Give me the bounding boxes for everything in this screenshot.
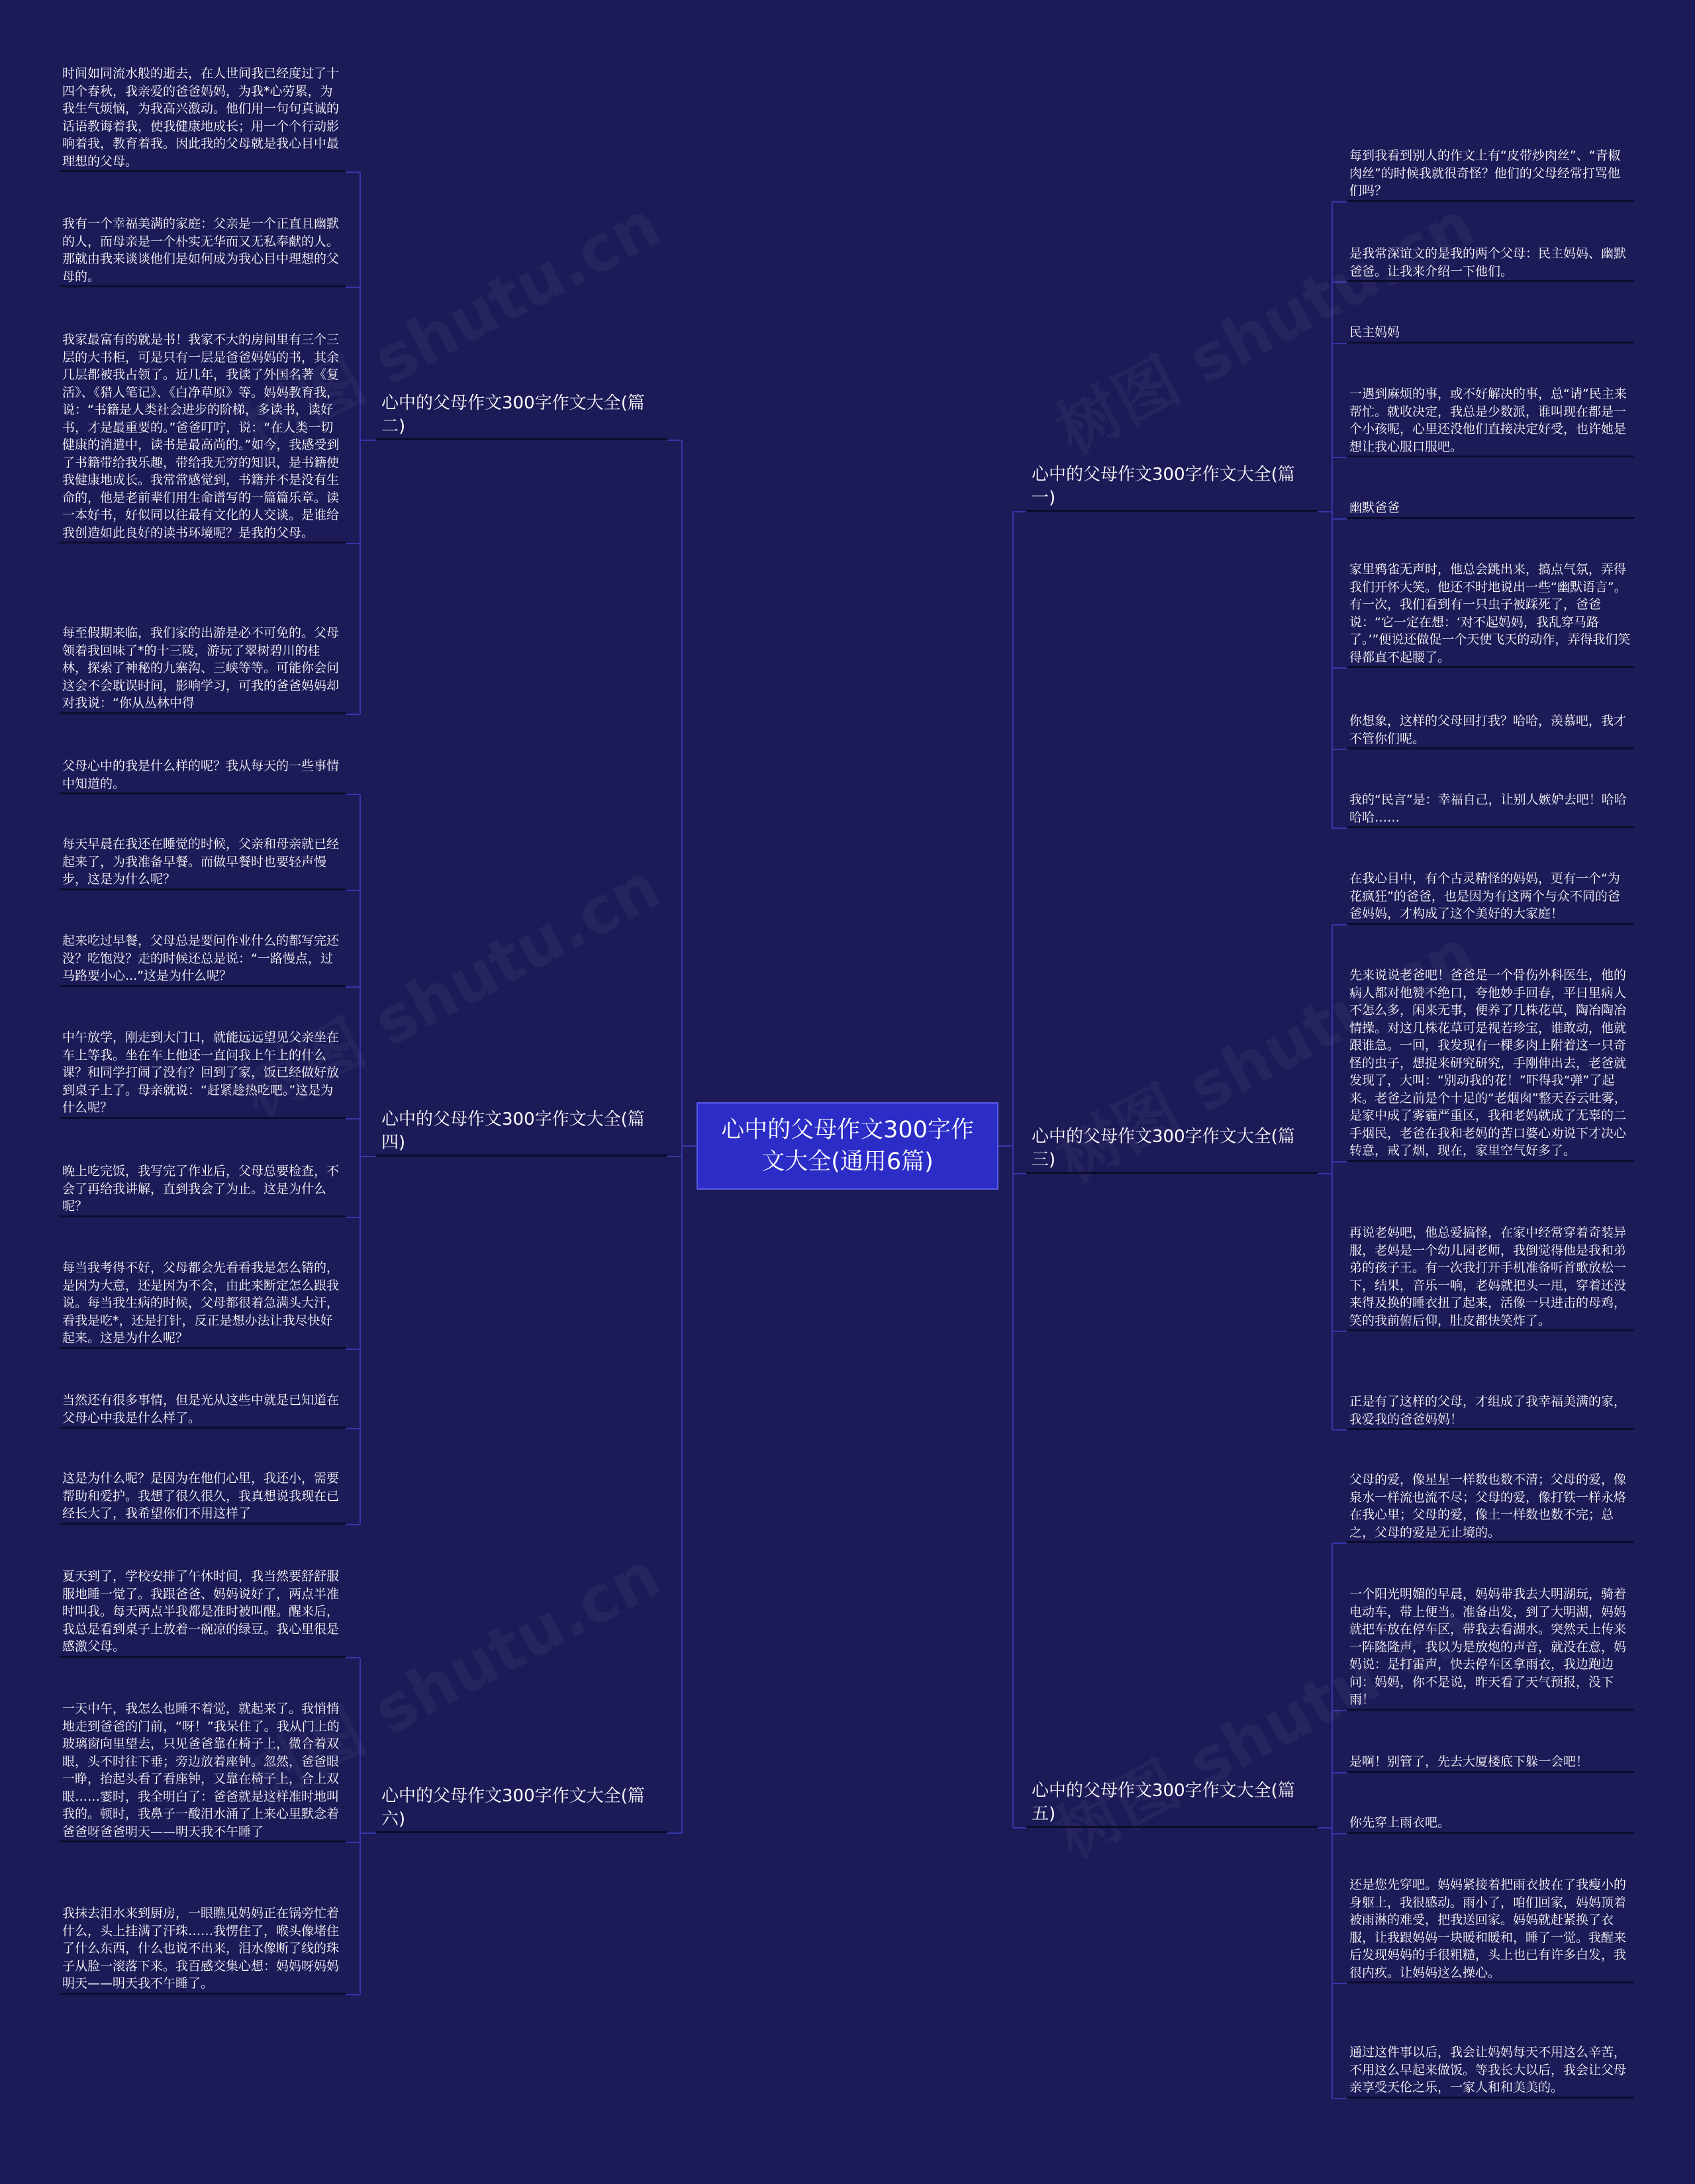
leaf-note[interactable]: 一个阳光明媚的早晨，妈妈带我去大明湖玩，骑着电动车，带上便当。准备出发，到了大明湖，妈妈就把车放在停车区，带我去看湖水。突然天上传来一阵隆隆声，我以为是放炮的声音，就没在意，妈妈说：是打雷声，快去停车区拿雨衣，我边跑边问：妈妈，你不是说，昨天看了天气预报，没下雨！ [1347, 1586, 1634, 1711]
branch-topic-2[interactable]: 心中的父母作文300字作文大全(篇二) [376, 392, 667, 440]
leaf-note[interactable]: 父母心中的我是什么样的呢？我从每天的一些事情中知道的。 [60, 757, 346, 794]
leaf-note[interactable]: 起来吃过早餐，父母总是要问作业什么的都写完还没？吃饱没？走的时候还总是说：“一路慢点，过马路要小心...”这是为什么呢？ [60, 932, 346, 987]
leaf-note[interactable]: 这是为什么呢？是因为在他们心里，我还小，需要帮助和爱护。我想了很久很久，我真想说我现在已经长大了，我希望你们不用这样了 [60, 1470, 346, 1525]
leaf-note[interactable]: 幽默爸爸 [1347, 499, 1634, 519]
leaf-note[interactable]: 正是有了这样的父母，才组成了我幸福美满的家，我爱我的爸爸妈妈！ [1347, 1393, 1634, 1430]
leaf-note[interactable]: 民主妈妈 [1347, 324, 1634, 344]
leaf-note[interactable]: 是我常深谊文的是我的两个父母：民主妈妈、幽默爸爸。让我来介绍一下他们。 [1347, 245, 1634, 282]
leaf-note[interactable]: 晚上吃完饭，我写完了作业后，父母总要检查，不会了再给我讲解，直到我会了为止。这是为什么呢？ [60, 1163, 346, 1217]
leaf-note[interactable]: 一天中午，我怎么也睡不着觉，就起来了。我悄悄地走到爸爸的门前，“呀！”我呆住了。我从门上的玻璃窗向里望去，只见爸爸靠在椅子上，微合着双眼，头不时往下垂；旁边放着座钟。忽然，爸爸眼一睁，抬起头看了看座钟，又靠在椅子上，合上双眼……霎时，我全明白了：爸爸就是这样准时地叫我的。顿时，我鼻子一酸泪水涌了上来心里默念着爸爸呀爸爸明天——明天我不午睡了 [60, 1700, 346, 1842]
leaf-note[interactable]: 当然还有很多事情，但是光从这些中就是已知道在父母心中我是什么样了。 [60, 1392, 346, 1429]
leaf-note[interactable]: 每到我看到别人的作文上有“皮带炒肉丝”、“青椒肉丝”的时候我就很奇怪？他们的父母经常打骂他们吗？ [1347, 147, 1634, 202]
leaf-note[interactable]: 我的“民言”是：幸福自己，让别人嫉妒去吧！哈哈哈哈…… [1347, 791, 1634, 828]
leaf-note[interactable]: 在我心目中，有个古灵精怪的妈妈，更有一个“为花疯狂”的爸爸，也是因为有这两个与众不同的爸爸妈妈，才构成了这个美好的大家庭！ [1347, 870, 1634, 925]
branch-topic-5[interactable]: 心中的父母作文300字作文大全(篇五) [1026, 1780, 1318, 1828]
leaf-note[interactable]: 每至假期来临，我们家的出游是必不可免的。父母领着我回味了*的十三陵，游玩了翠树碧川的桂林，探索了神秘的九寨沟、三峡等等。可能你会问这会不会耽误时间，影响学习，可我的爸爸妈妈却对我说：“你从丛林中得 [60, 624, 346, 714]
leaf-note[interactable]: 父母的爱，像星星一样数也数不清；父母的爱，像泉水一样流也流不尽；父母的爱，像打铁一样永烙在我心里；父母的爱，像土一样数也数不完；总之，父母的爱是无止境的。 [1347, 1471, 1634, 1543]
leaf-note[interactable]: 一遇到麻烦的事，或不好解决的事，总“请”民主来帮忙。就收决定，我总是少数派，谁叫现在都是一个小孩呢，心里还没他们直接决定好受，也许她是想让我心服口服吧。 [1347, 385, 1634, 457]
branch-topic-3[interactable]: 心中的父母作文300字作文大全(篇三) [1026, 1125, 1318, 1174]
leaf-note[interactable]: 先来说说老爸吧！爸爸是一个骨伤外科医生，他的病人都对他赞不绝口，夸他妙手回春，平日里病人不怎么多，闲来无事，便养了几株花草，陶冶陶冶情操。对这几株花草可是视若珍宝，谁敢动，他就跟谁急。一回，我发现有一棵多肉上附着这一只奇怪的虫子，想捉来研究研究，手刚伸出去，老爸就发现了，大叫：“别动我的花！”吓得我“弹”了起来。老爸之前是个十足的“老烟囱”整天吞云吐雾，是家中成了雾霾严重区，我和老妈就成了无辜的二手烟民，老爸在我和老妈的苦口婆心劝说下才决心转意，戒了烟，现在，家里空气好多了。 [1347, 967, 1634, 1162]
leaf-note[interactable]: 我抹去泪水来到厨房，一眼瞧见妈妈正在锅旁忙着什么，头上挂满了汗珠……我愣住了，喉头像堵住了什么东西，什么也说不出来，泪水像断了线的珠子从脸一滚落下来。我百感交集心想：妈妈呀妈妈明天——明天我不午睡了。 [60, 1905, 346, 1995]
branch-topic-4[interactable]: 心中的父母作文300字作文大全(篇四) [376, 1108, 667, 1157]
leaf-note[interactable]: 我家最富有的就是书！我家不大的房间里有三个三层的大书柜，可是只有一层是爸爸妈妈的书，其余几层都被我占领了。近几年，我读了外国名著《复活》、《猎人笔记》、《白净草原》等。妈妈教育我，说：“书籍是人类社会进步的阶梯，多读书，读好书，才是最重要的。”爸爸叮咛，说：“在人类一切健康的消遣中，读书是最高尚的。”如今，我感受到了书籍带给我乐趣，带给我无穷的知识，是书籍使我健康地成长。我常常感觉到，书籍并不是没有生命的，他是老前辈们用生命谱写的一篇篇乐章。读一本好书，好似同以往最有文化的人交谈。是谁给我创造如此良好的读书环境呢？是我的父母。 [60, 331, 346, 544]
branch-topic-1[interactable]: 心中的父母作文300字作文大全(篇一) [1026, 463, 1318, 512]
root-topic[interactable]: 心中的父母作文300字作文大全(通用6篇) [697, 1102, 998, 1190]
leaf-note[interactable]: 你先穿上雨衣吧。 [1347, 1814, 1634, 1834]
leaf-note[interactable]: 再说老妈吧，他总爱搞怪，在家中经常穿着奇装异服，老妈是一个幼儿园老师，我倒觉得他是我和弟弟的孩子王。有一次我打开手机准备听首歌放松一下，结果，音乐一响，老妈就把头一甩，穿着还没来得及换的睡衣扭了起来，活像一只进击的母鸡，笑的我前俯后仰，肚皮都快笑炸了。 [1347, 1224, 1634, 1331]
leaf-note[interactable]: 还是您先穿吧。妈妈紧接着把雨衣披在了我瘦小的身躯上，我很感动。雨小了，咱们回家，妈妈顶着被雨淋的难受，把我送回家。妈妈就赶紧换了衣服，让我跟妈妈一块暖和暖和，睡了一觉。我醒来后发现妈妈的手很粗糙，头上也已有许多白发，我很内疚。让妈妈这么操心。 [1347, 1876, 1634, 1983]
leaf-note[interactable]: 我有一个幸福美满的家庭：父亲是一个正直且幽默的人，而母亲是一个朴实无华而又无私奉献的人。那就由我来谈谈他们是如何成为我心目中理想的父母的。 [60, 215, 346, 287]
leaf-note[interactable]: 通过这件事以后，我会让妈妈每天不用这么辛苦，不用这么早起来做饭。等我长大以后，我会让父母亲享受天伦之乐，一家人和和美美的。 [1347, 2044, 1634, 2099]
leaf-note[interactable]: 是啊！别管了，先去大厦楼底下躲一会吧！ [1347, 1753, 1634, 1773]
leaf-note[interactable]: 每当我考得不好，父母都会先看看我是怎么错的，是因为大意，还是因为不会，由此来断定怎么跟我说。每当我生病的时候，父母都很着急满头大汗，看我是吃*，还是打针，反正是想办法让我尽快好起来。这是为什么呢？ [60, 1259, 346, 1349]
leaf-note[interactable]: 夏天到了，学校安排了午休时间，我当然要舒舒服服地睡一觉了。我跟爸爸、妈妈说好了，两点半准时叫我。每天两点半我都是准时被叫醒。醒来后，我总是看到桌子上放着一碗凉的绿豆。我心里很是感激父母。 [60, 1568, 346, 1658]
leaf-note[interactable]: 中午放学，刚走到大门口，就能远远望见父亲坐在车上等我。坐在车上他还一直问我上午上的什么课？和同学打闹了没有？回到了家，饭已经做好放到桌子上了。母亲就说：“赶紧趁热吃吧。”这是为什么呢？ [60, 1029, 346, 1119]
branch-topic-6[interactable]: 心中的父母作文300字作文大全(篇六) [376, 1785, 667, 1833]
leaf-note[interactable]: 每天早晨在我还在睡觉的时候，父亲和母亲就已经起来了，为我准备早餐。而做早餐时也要轻声慢步，这是为什么呢？ [60, 835, 346, 890]
leaf-note[interactable]: 家里鸦雀无声时，他总会跳出来，搞点气氛，弄得我们开怀大笑。他还不时地说出一些“幽默语言”。有一次，我们看到有一只虫子被踩死了，爸爸说：“它一定在想：‘对不起妈妈，我乱穿马路了。’”便说还做促一个天使飞天的动作，弄得我们笑得都直不起腰了。 [1347, 561, 1634, 668]
leaf-note[interactable]: 你想象，这样的父母回打我？哈哈，羡慕吧，我才不管你们呢。 [1347, 712, 1634, 749]
leaf-note[interactable]: 时间如同流水般的逝去，在人世间我已经度过了十四个春秋，我亲爱的爸爸妈妈，为我*心劳累，为我生气烦恼，为我高兴激动。他们用一句句真诚的话语教诲着我，使我健康地成长；用一个个行动影响着我，教育着我。因此我的父母就是我心目中最理想的父母。 [60, 65, 346, 172]
